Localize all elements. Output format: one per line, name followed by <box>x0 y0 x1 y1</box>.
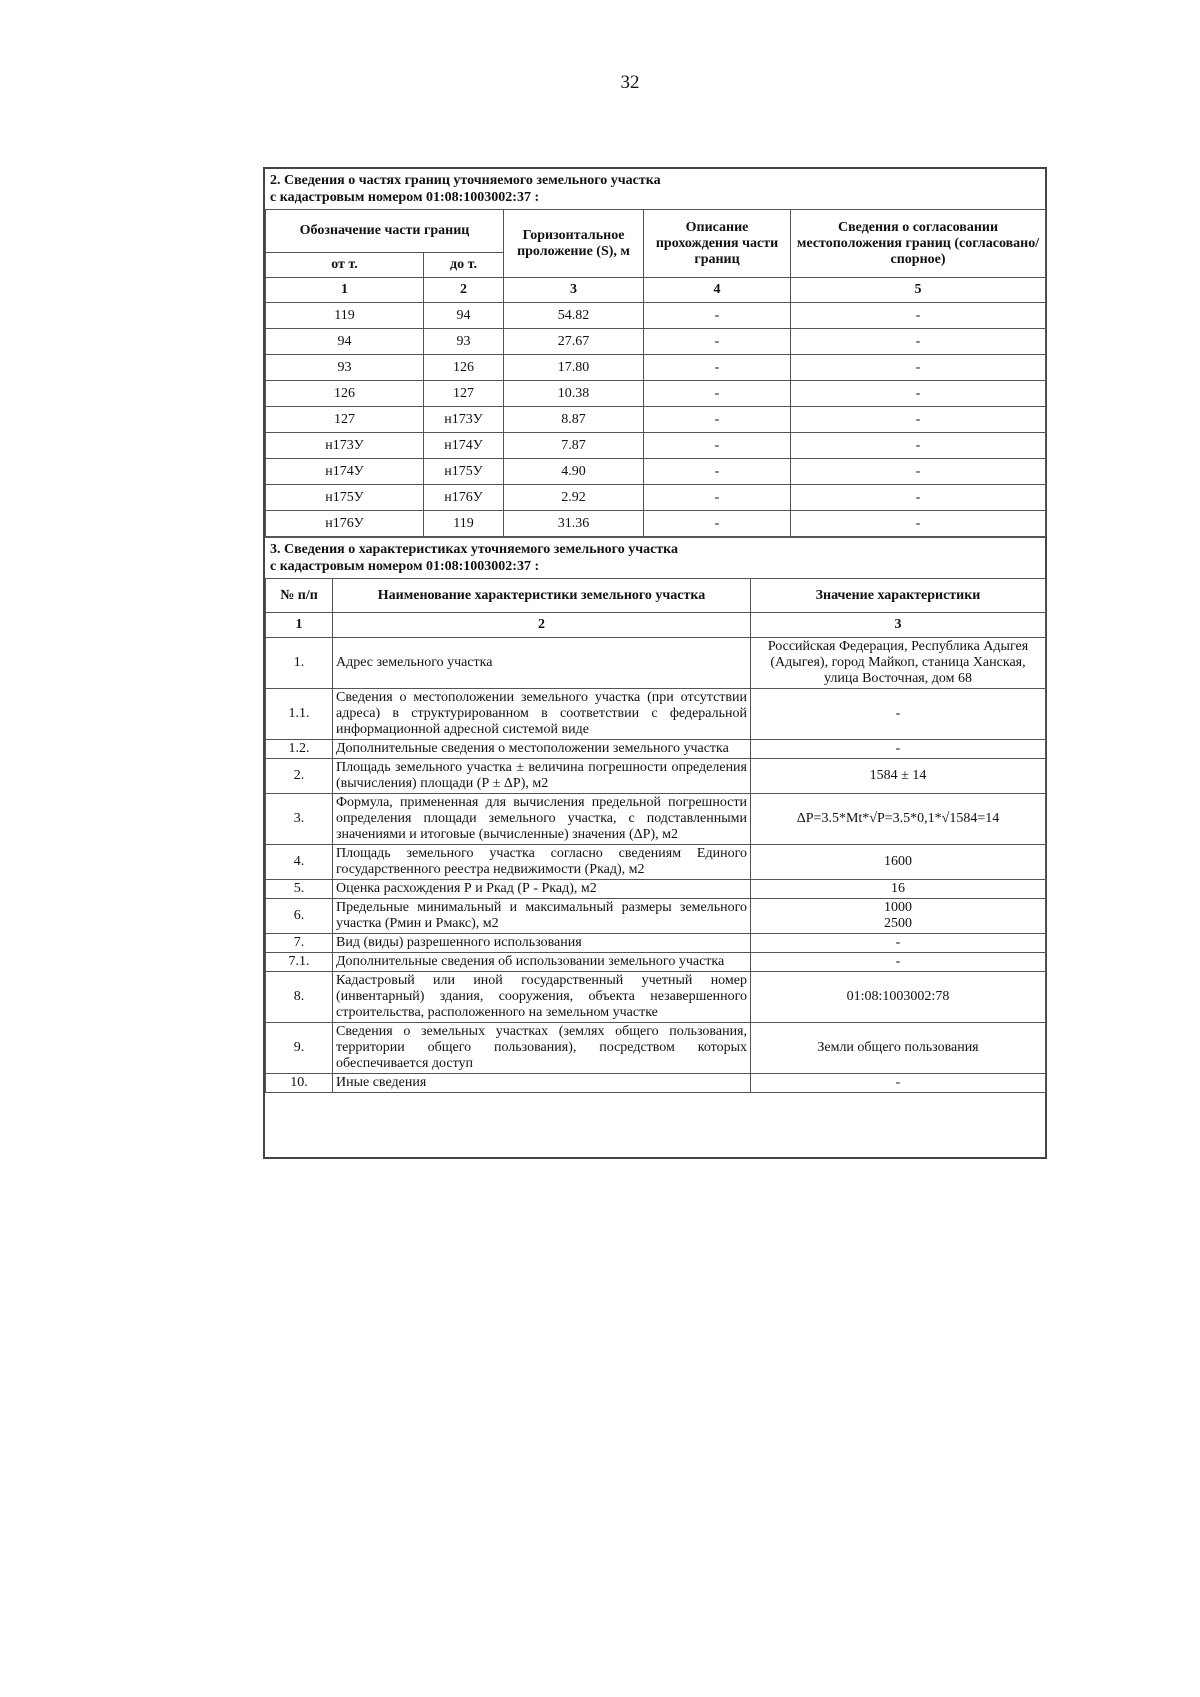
table-row <box>266 972 1046 1023</box>
index-cell: 3 <box>751 613 1046 638</box>
boundary-parts-table <box>265 209 1046 537</box>
characteristics-table <box>265 578 1046 1093</box>
cell-description: - <box>644 329 791 355</box>
cell-num: 9. <box>266 1023 333 1074</box>
cell-to: 119 <box>424 511 504 537</box>
cell-value <box>751 899 1046 934</box>
cell-description: - <box>644 355 791 381</box>
cell-agreement: - <box>791 433 1046 459</box>
cell-name: Сведения о земельных участках (землях общего пользования, территории общего пользования), посредством которых обеспечивается доступ <box>333 1023 751 1074</box>
table-row <box>266 794 1046 845</box>
cell-description: - <box>644 459 791 485</box>
cell-from: н174У <box>266 459 424 485</box>
cell-length: 17.80 <box>504 355 644 381</box>
cell-num: 7. <box>266 934 333 953</box>
cell-to: н176У <box>424 485 504 511</box>
cell-value: - <box>751 953 1046 972</box>
cell-value-line: 1000 <box>884 900 912 915</box>
index-row <box>266 278 1046 303</box>
cell-value: 16 <box>751 880 1046 899</box>
cell-length: 4.90 <box>504 459 644 485</box>
index-cell: 2 <box>333 613 751 638</box>
cell-to: 127 <box>424 381 504 407</box>
cell-num: 5. <box>266 880 333 899</box>
cell-length: 54.82 <box>504 303 644 329</box>
cell-num: 8. <box>266 972 333 1023</box>
cell-from: 93 <box>266 355 424 381</box>
cell-name: Площадь земельного участка ± величина погрешности определения (вычисления) площади (Р ± ΔР), м2 <box>333 759 751 794</box>
cell-name: Оценка расхождения Р и Ркад (Р - Ркад), м2 <box>333 880 751 899</box>
cell-to: н174У <box>424 433 504 459</box>
header-from: от т. <box>266 253 424 278</box>
table-row <box>266 511 1046 537</box>
section3-title <box>265 537 1045 578</box>
blank-footer-area <box>265 1093 1045 1157</box>
cell-value: 1600 <box>751 845 1046 880</box>
cell-num: 1. <box>266 638 333 689</box>
index-cell: 1 <box>266 613 333 638</box>
cell-num: 4. <box>266 845 333 880</box>
cell-value-line: 2500 <box>884 916 912 931</box>
header-name: Наименование характеристики земельного участка <box>333 579 751 613</box>
index-cell: 2 <box>424 278 504 303</box>
table-row <box>266 407 1046 433</box>
header-num: № п/п <box>266 579 333 613</box>
table-row <box>266 1023 1046 1074</box>
cell-agreement: - <box>791 381 1046 407</box>
cell-agreement: - <box>791 511 1046 537</box>
table-row <box>266 740 1046 759</box>
section2-title-line1: 2. Сведения о частях границ уточняемого земельного участка <box>270 173 661 188</box>
table-row <box>266 329 1046 355</box>
cell-value: - <box>751 1074 1046 1093</box>
section2-title <box>265 169 1045 209</box>
boundary-parts-rows <box>266 303 1046 537</box>
cell-length: 10.38 <box>504 381 644 407</box>
table-row <box>266 381 1046 407</box>
cell-name: Адрес земельного участка <box>333 638 751 689</box>
cell-agreement: - <box>791 407 1046 433</box>
table-row <box>266 638 1046 689</box>
cell-num: 10. <box>266 1074 333 1093</box>
table-row <box>266 485 1046 511</box>
cell-name: Кадастровый или иной государственный учетный номер (инвентарный) здания, сооружения, объекта незавершенного строительства, расположенного на земельном участке <box>333 972 751 1023</box>
table-row <box>266 880 1046 899</box>
cell-name: Предельные минимальный и максимальный размеры земельного участка (Рмин и Рмакс), м2 <box>333 899 751 934</box>
cell-length: 2.92 <box>504 485 644 511</box>
header-value: Значение характеристики <box>751 579 1046 613</box>
cell-description: - <box>644 303 791 329</box>
header-to: до т. <box>424 253 504 278</box>
cell-agreement: - <box>791 303 1046 329</box>
cell-num: 6. <box>266 899 333 934</box>
table-row <box>266 899 1046 934</box>
cell-from: н173У <box>266 433 424 459</box>
cell-length: 7.87 <box>504 433 644 459</box>
cell-num: 7.1. <box>266 953 333 972</box>
index-cell: 5 <box>791 278 1046 303</box>
cell-description: - <box>644 407 791 433</box>
cell-description: - <box>644 381 791 407</box>
cell-num: 3. <box>266 794 333 845</box>
cell-description: - <box>644 485 791 511</box>
cell-description: - <box>644 433 791 459</box>
table-row <box>266 1074 1046 1093</box>
cell-length: 8.87 <box>504 407 644 433</box>
cell-name: Площадь земельного участка согласно сведениям Единого государственного реестра недвижимости (Ркад), м2 <box>333 845 751 880</box>
cell-name: Сведения о местоположении земельного участка (при отсутствии адреса) в структурированном в соответствии с федеральной информационной адресной системой виде <box>333 689 751 740</box>
cell-from: 127 <box>266 407 424 433</box>
cell-value: - <box>751 740 1046 759</box>
table-row <box>266 433 1046 459</box>
index-row <box>266 613 1046 638</box>
table-row <box>266 953 1046 972</box>
table-row <box>266 459 1046 485</box>
cell-from: н175У <box>266 485 424 511</box>
cell-name: Формула, примененная для вычисления предельной погрешности определения площади земельного участка, с подставленными значениями и итоговые (вычисленные) значения (ΔР), м2 <box>333 794 751 845</box>
table-row <box>266 689 1046 740</box>
cell-agreement: - <box>791 329 1046 355</box>
characteristics-rows <box>266 638 1046 1093</box>
section3-title-line2: с кадастровым номером 01:08:1003002:37 : <box>270 559 540 574</box>
cell-value: Земли общего пользования <box>751 1023 1046 1074</box>
cell-value: 01:08:1003002:78 <box>751 972 1046 1023</box>
header-agreement: Сведения о согласовании местоположения границ (согласовано/спорное) <box>791 210 1046 278</box>
table-row <box>266 759 1046 794</box>
cell-to: н175У <box>424 459 504 485</box>
cell-length: 31.36 <box>504 511 644 537</box>
document-frame <box>263 167 1047 1159</box>
cell-name: Дополнительные сведения об использовании земельного участка <box>333 953 751 972</box>
cell-num: 2. <box>266 759 333 794</box>
cell-value: ΔP=3.5*Mt*√P=3.5*0,1*√1584=14 <box>751 794 1046 845</box>
header-length: Горизонтальное проложение (S), м <box>504 210 644 278</box>
cell-name: Дополнительные сведения о местоположении земельного участка <box>333 740 751 759</box>
table-row <box>266 934 1046 953</box>
cell-name: Иные сведения <box>333 1074 751 1093</box>
cell-value: - <box>751 934 1046 953</box>
page-number: 32 <box>620 72 640 93</box>
cell-value: - <box>751 689 1046 740</box>
cell-to: 94 <box>424 303 504 329</box>
section3-title-line1: 3. Сведения о характеристиках уточняемого земельного участка <box>270 542 679 557</box>
cell-description: - <box>644 511 791 537</box>
cell-from: н176У <box>266 511 424 537</box>
cell-num: 1.1. <box>266 689 333 740</box>
cell-from: 94 <box>266 329 424 355</box>
cell-from: 119 <box>266 303 424 329</box>
cell-agreement: - <box>791 459 1046 485</box>
cell-length: 27.67 <box>504 329 644 355</box>
index-cell: 1 <box>266 278 424 303</box>
index-cell: 4 <box>644 278 791 303</box>
header-part: Обозначение части границ <box>266 210 504 253</box>
cell-num: 1.2. <box>266 740 333 759</box>
cell-value: 1584 ± 14 <box>751 759 1046 794</box>
cell-agreement: - <box>791 485 1046 511</box>
cell-to: н173У <box>424 407 504 433</box>
cell-to: 126 <box>424 355 504 381</box>
cell-agreement: - <box>791 355 1046 381</box>
table-row <box>266 355 1046 381</box>
cell-value: Российская Федерация, Республика Адыгея (Адыгея), город Майкоп, станица Ханская, улица Восточная, дом 68 <box>751 638 1046 689</box>
cell-from: 126 <box>266 381 424 407</box>
table-row <box>266 845 1046 880</box>
index-cell: 3 <box>504 278 644 303</box>
header-description: Описание прохождения части границ <box>644 210 791 278</box>
table-row <box>266 303 1046 329</box>
cell-to: 93 <box>424 329 504 355</box>
section2-title-line2: с кадастровым номером 01:08:1003002:37 : <box>270 190 540 205</box>
cell-name: Вид (виды) разрешенного использования <box>333 934 751 953</box>
